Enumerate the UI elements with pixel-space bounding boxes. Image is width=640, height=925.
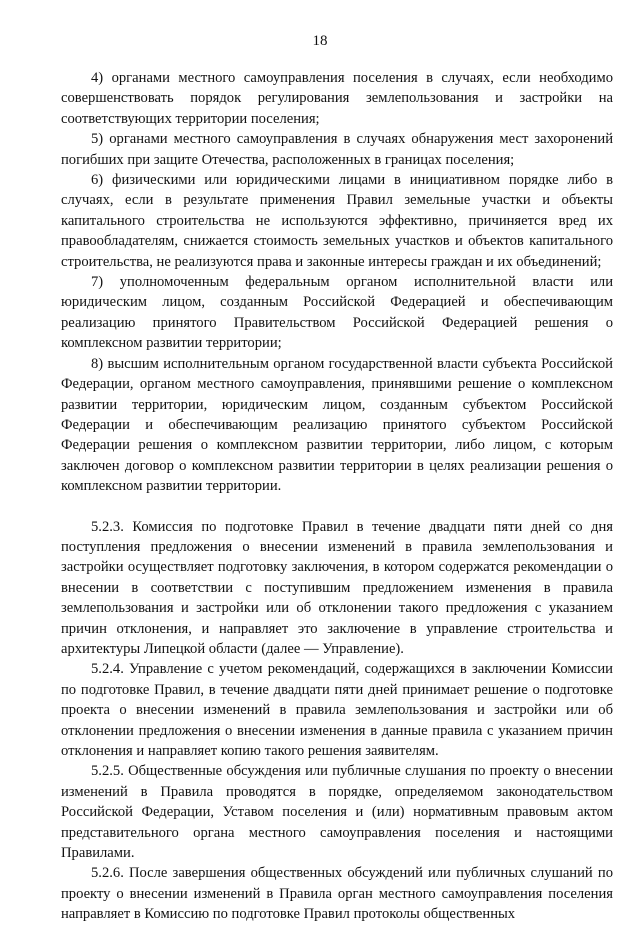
list-item-5: 5) органами местного самоуправления в случаях обнаружения мест захоронений погибших при защите Отечества, расположенных в границах поселения; [61, 131, 613, 168]
section-5-2-3: 5.2.3. Комиссия по подготовке Правил в течение двадцати пяти дней со дня поступления предложения о внесении изменений в правила землепользования и застройки осуществляет подготовку заключения, в котором содержатся рекомендации о внесении в соответствии с поступившим предложением изменения в правила землепользования и застройки или об отклонении такого предложения с указанием причин отклонения, и направляет это заключение в управление строительства и архитектуры Липецкой области (далее — Управление). [61, 518, 613, 657]
list-item-8: 8) высшим исполнительным органом государственной власти субъекта Российской Федерации, органом местного самоуправления, принявшими решение о комплексном развитии территории, юридическим лицом, созданным субъектом Российской Федерации и обеспечивающим реализацию принятого субъектом Российской Федерации решения о комплексном развитии территории, либо лицом, с которым заключен договор о комплексном развитии территории в целях реализации решения о комплексном развитии территории. [61, 355, 613, 495]
page-number: 18 [312, 33, 328, 49]
list-item-4: 4) органами местного самоуправления поселения в случаях, если необходимо совершенствовать порядок регулирования землепользования и застройки на соответствующих территории поселения; [61, 70, 613, 127]
list-item-6: 6) физическими или юридическими лицами в инициативном порядке либо в случаях, если в результате применения Правил земельные участки и объекты капитального строительства не используются эффективно, причиняется вред их правообладателям, снижается стоимость земельных участков и объектов капитального строительства, не реализуются права и законные интересы граждан и их объединений; [61, 172, 613, 270]
section-5-2-4: 5.2.4. Управление с учетом рекомендаций, содержащихся в заключении Комиссии по подготовке Правил, в течение двадцати пяти дней принимает решение о подготовке проекта о внесении изменений в правила землепользования и застройки или об отклонении предложения о внесении изменения в данные правила с указанием причин отклонения и направляет копию такого решения заявителям. [61, 661, 613, 759]
section-5-2-5: 5.2.5. Общественные обсуждения или публичные слушания по проекту о внесении изменений в Правила проводятся в порядке, определяемом законодательством Российской Федерации, Уставом поселения и (или) нормативным правовым актом представительного органа местного самоуправления поселения и настоящими Правилами. [61, 763, 613, 862]
document-body [61, 68, 613, 925]
section-5-2-6: 5.2.6. После завершения общественных обсуждений или публичных слушаний по проекту о внесении изменений в Правила орган местного самоуправления поселения направляет в Комиссию по подготовке Правил протоколы общественных [61, 865, 613, 923]
list-item-7: 7) уполномоченным федеральным органом исполнительной власти или юридическим лицом, созданным Российской Федерацией и обеспечивающим реализацию принятого Правительством Российской Федерацией решения о комплексном развитии территории; [61, 274, 613, 352]
